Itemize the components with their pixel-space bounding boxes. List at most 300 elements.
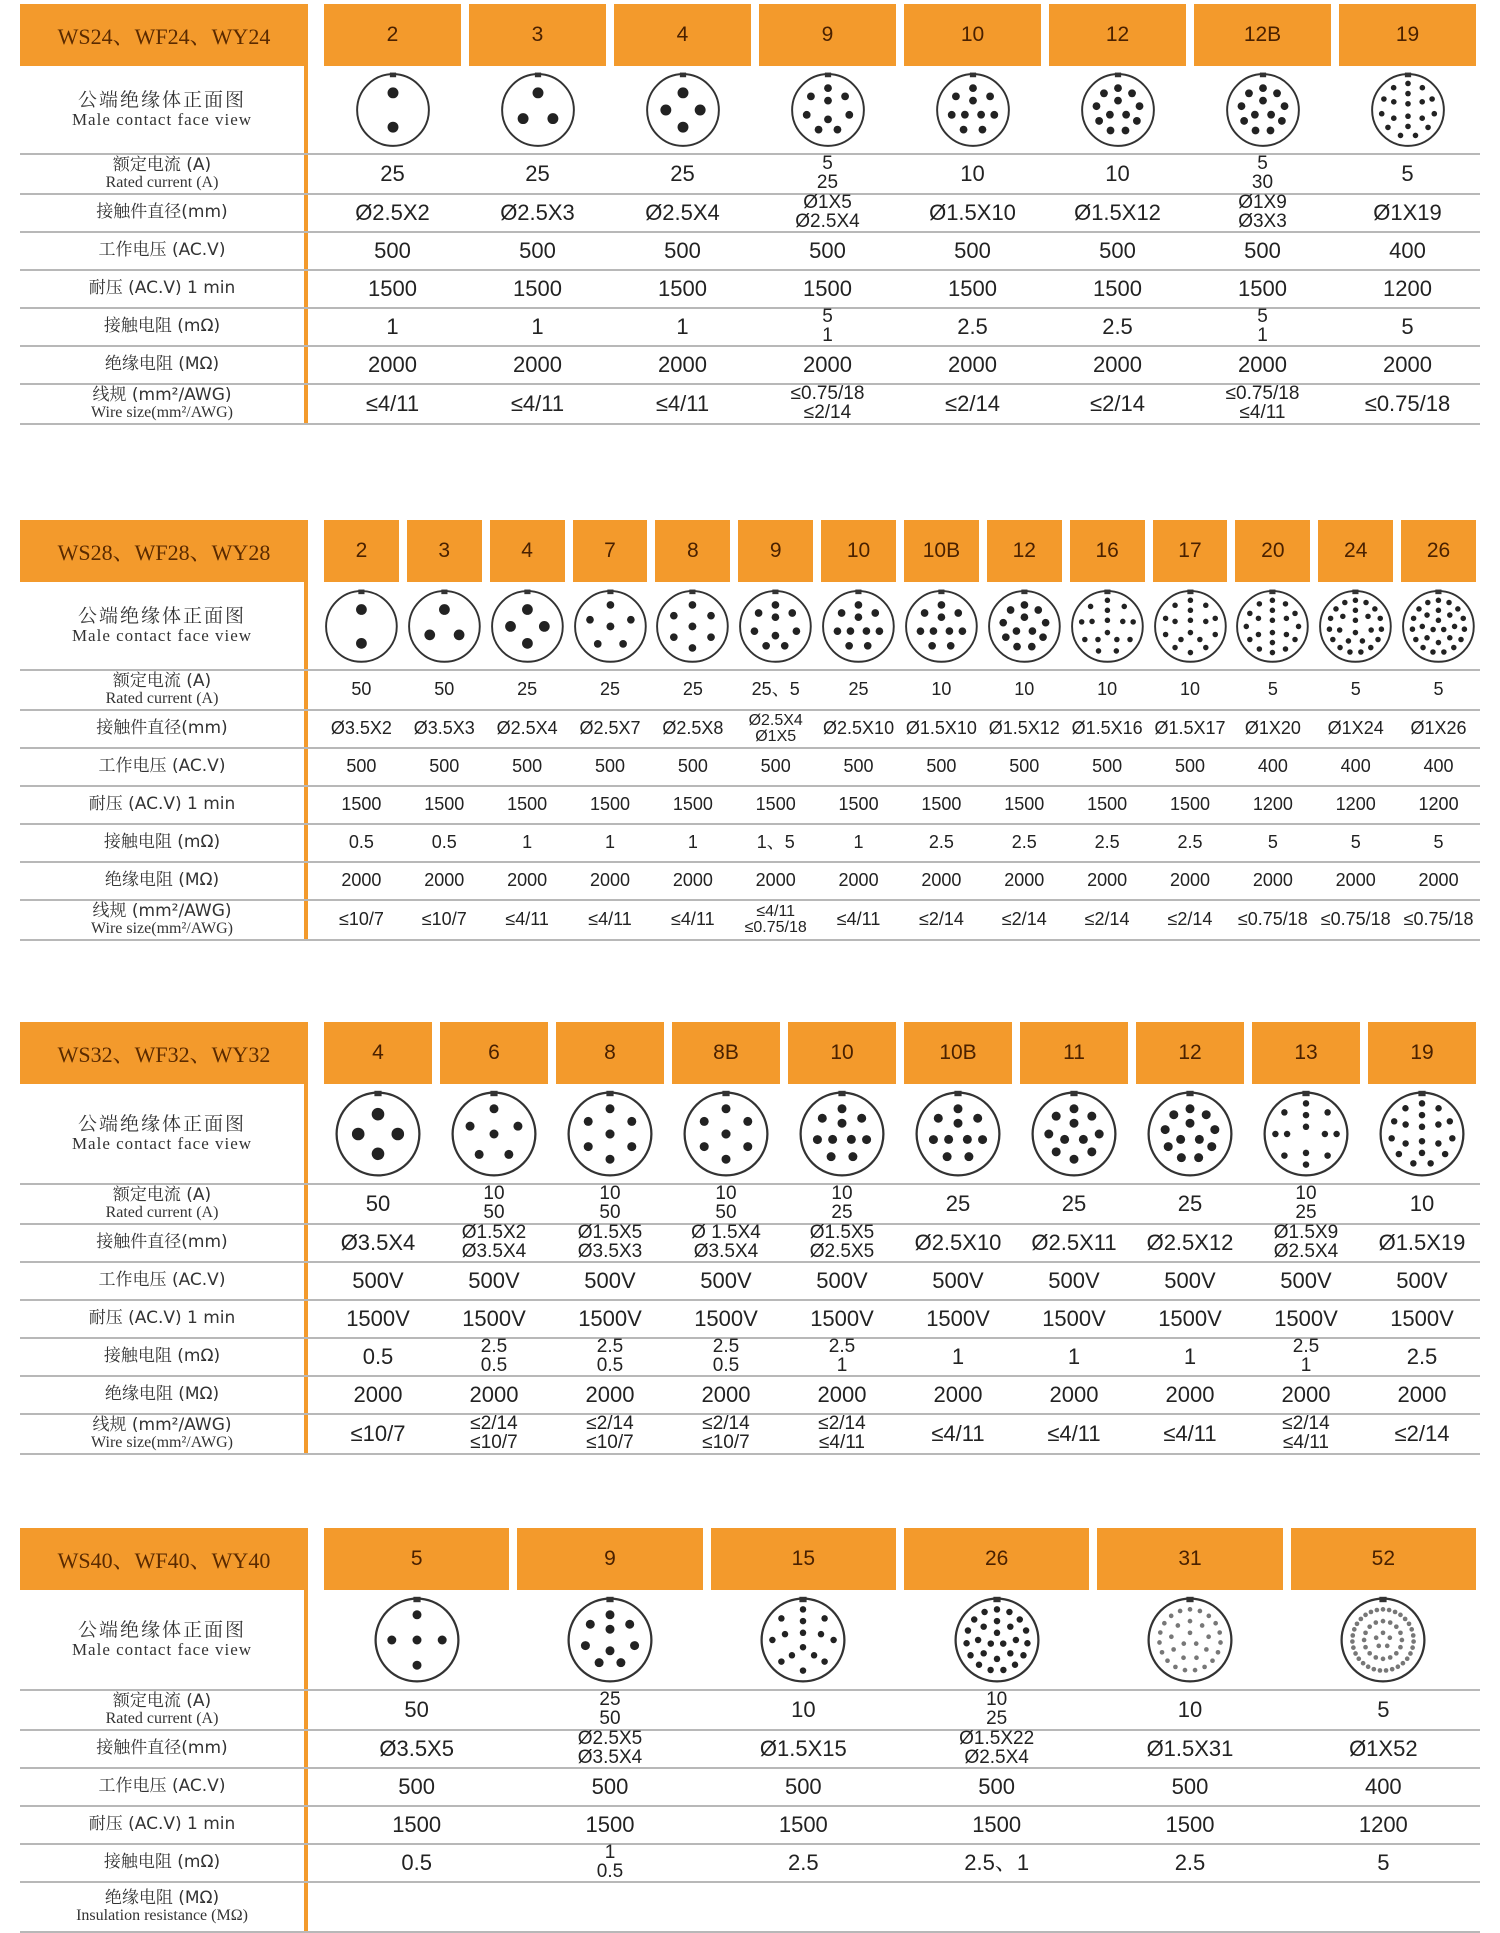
pin-count-header: 4: [614, 4, 751, 66]
rated-current-cell: [1132, 1184, 1248, 1224]
row-label-zh: 额定电流 (A): [112, 670, 212, 691]
cell-value: 0.5: [348, 832, 374, 853]
male-contact-face-icon: [1377, 1089, 1467, 1179]
pin-count-header: 8: [556, 1022, 664, 1084]
contact-resistance-cell: [1231, 824, 1314, 862]
cell-value: 2.5: [1177, 832, 1203, 853]
cell-value: ≤2/14: [586, 1413, 634, 1435]
cell-value: 25: [831, 1202, 853, 1223]
face-view-cell: [320, 1084, 436, 1184]
test-voltage-cell: [651, 786, 734, 824]
cell-value: ≤0.75/18: [1237, 909, 1308, 930]
cell-value: ≤10/7: [350, 1421, 406, 1447]
wire-size-cell: [983, 900, 1066, 940]
cell-value: 2000: [341, 870, 382, 891]
rated-current-cell: [817, 670, 900, 710]
cell-value: 2000: [589, 870, 630, 891]
row-label-zh: 接触电阻 (mΩ): [103, 832, 221, 853]
cell-value: Ø 1.5X4: [691, 1222, 761, 1244]
cell-value: 1: [822, 325, 833, 346]
cell-value: 500: [677, 756, 708, 777]
contact-diameter-cell: [784, 1224, 900, 1262]
face-view-cell: [465, 66, 610, 154]
cell-value: 1500: [948, 276, 997, 302]
cell-value: 500: [429, 756, 460, 777]
cell-value: 500V: [352, 1268, 404, 1294]
row-label-zh: 工作电压 (AC.V): [98, 1270, 226, 1291]
face-view-cell: [1149, 582, 1232, 670]
cell-value: 2000: [921, 870, 962, 891]
cell-value: 50: [434, 679, 455, 700]
row-label-en: Rated current (A): [105, 173, 219, 191]
contact-resistance-cell: [668, 1338, 784, 1376]
cell-value: 500V: [1280, 1268, 1332, 1294]
cell-value: 500: [591, 1774, 629, 1800]
cell-value: Ø2.5X8: [662, 718, 724, 739]
cell-value: 2000: [469, 1382, 519, 1408]
rated-current-cell: [900, 1690, 1093, 1730]
cell-value: 2000: [817, 1382, 867, 1408]
face-view-cell: [817, 582, 900, 670]
male-contact-face-icon: [1338, 1595, 1428, 1685]
cell-value: 2000: [1397, 1382, 1447, 1408]
cell-value: ≤4/11: [365, 391, 420, 417]
cell-value: 2.5: [788, 1850, 819, 1876]
cell-value: 1: [1300, 1355, 1312, 1376]
face-view-cell: [1364, 1084, 1480, 1184]
face-view-cell: [1132, 1084, 1248, 1184]
contact-resistance-cell: [784, 1338, 900, 1376]
wire-size-cell: [1045, 384, 1190, 424]
cell-value: 1500: [424, 794, 465, 815]
pin-count-header: 4: [490, 520, 565, 582]
pin-count-header: 31: [1097, 1528, 1282, 1590]
row-label-en: Wire size(mm²/AWG): [91, 919, 233, 937]
cell-value: 2000: [658, 352, 707, 378]
insulation-resistance-cell: [1016, 1376, 1132, 1414]
cell-value: 400: [1364, 1774, 1402, 1800]
cell-value: Ø3X3: [1238, 211, 1287, 232]
contact-resistance-cell: [1149, 824, 1232, 862]
contact-resistance-cell: [320, 824, 403, 862]
row-label-rated-voltage: [20, 748, 304, 786]
row-label-en: Rated current (A): [105, 689, 219, 707]
wire-size-cell: [436, 1414, 552, 1454]
row-label-insulation-resistance: [20, 862, 304, 900]
rated-voltage-cell: [1066, 748, 1149, 786]
row-label-zh: 接触电阻 (mΩ): [103, 1346, 221, 1367]
test-voltage-cell: [817, 786, 900, 824]
pin-count-header: 10: [788, 1022, 896, 1084]
row-label-wire-size: [20, 900, 304, 940]
row-label-contact-diameter: [20, 1224, 304, 1262]
male-contact-face-icon: [1234, 588, 1311, 665]
cell-value: 500: [519, 238, 556, 264]
face-view-cell: [900, 1084, 1016, 1184]
insulation-resistance-cell: [668, 1376, 784, 1414]
cell-value: 2.5: [596, 1336, 624, 1358]
cell-value: Ø1.5X10: [929, 200, 1016, 226]
rated-voltage-cell: [1149, 748, 1232, 786]
row-label-insulation-resistance: [20, 346, 304, 384]
rated-voltage-cell: [734, 748, 817, 786]
cell-value: Ø3.5X5: [379, 1736, 454, 1762]
cell-value: 0.5: [712, 1355, 740, 1376]
male-contact-face-icon: [1152, 588, 1229, 665]
row-label-test-voltage: [20, 270, 304, 308]
cell-value: 25: [816, 172, 839, 193]
cell-value: 0.5: [596, 1861, 624, 1882]
rated-current-cell: [320, 1690, 513, 1730]
row-label-face-view: [20, 582, 304, 670]
male-contact-face-icon: [489, 588, 566, 665]
cell-value: Ø1X26: [1410, 718, 1467, 739]
contact-diameter-cell: [320, 1730, 513, 1768]
male-contact-face-icon: [1145, 1089, 1235, 1179]
cell-value: Ø3.5X3: [577, 1241, 643, 1262]
cell-value: ≤4/11: [1239, 402, 1286, 423]
cell-value: 2.5: [712, 1336, 740, 1358]
pin-count-header: 4: [324, 1022, 432, 1084]
cell-value: Ø2.5X4: [748, 712, 803, 730]
contact-resistance-cell: [1093, 1844, 1286, 1882]
pin-count-header: 19: [1339, 4, 1476, 66]
cell-value: 25: [1061, 1191, 1087, 1217]
insulation-resistance-cell: [436, 1376, 552, 1414]
male-contact-face-icon: [1400, 588, 1477, 665]
cell-value: 2000: [1252, 870, 1293, 891]
cell-value: 2000: [1383, 352, 1432, 378]
row-label-test-voltage: [20, 1300, 304, 1338]
pin-count-header: 10: [904, 4, 1041, 66]
test-voltage-cell: [1045, 270, 1190, 308]
insulation-resistance-cell: [1397, 862, 1480, 900]
rated-current-cell: [1364, 1184, 1480, 1224]
cell-value: 1500V: [346, 1306, 410, 1332]
cell-value: 500V: [1164, 1268, 1216, 1294]
cell-value: 25: [986, 1708, 1008, 1729]
cell-value: 30: [1251, 172, 1274, 193]
contact-diameter-cell: [486, 710, 569, 748]
test-voltage-cell: [465, 270, 610, 308]
contact-diameter-cell: [1248, 1224, 1364, 1262]
series-name: WS32、WF32、WY32: [20, 1022, 308, 1084]
male-contact-face-icon: [1224, 71, 1302, 149]
cell-value: 2000: [1281, 1382, 1331, 1408]
test-voltage-cell: [320, 1300, 436, 1338]
test-voltage-cell: [900, 1806, 1093, 1844]
contact-resistance-cell: [552, 1338, 668, 1376]
cell-value: 1500: [513, 276, 562, 302]
cell-value: 500V: [932, 1268, 984, 1294]
insulation-resistance-cell: [320, 346, 465, 384]
pin-count-header: 17: [1153, 520, 1228, 582]
test-voltage-cell: [1248, 1300, 1364, 1338]
contact-resistance-cell: [900, 308, 1045, 346]
face-view-cell: [900, 66, 1045, 154]
cell-value: 1500: [1169, 794, 1210, 815]
rated-current-cell: [569, 670, 652, 710]
test-voltage-cell: [784, 1300, 900, 1338]
male-contact-face-icon: [1029, 1089, 1119, 1179]
rated-voltage-cell: [755, 232, 900, 270]
wire-size-cell: [1364, 1414, 1480, 1454]
cell-value: 2000: [424, 870, 465, 891]
cell-value: 2000: [1418, 870, 1459, 891]
contact-resistance-cell: [320, 1338, 436, 1376]
rated-voltage-cell: [668, 1262, 784, 1300]
row-label-insulation-resistance: [20, 1376, 304, 1414]
male-contact-face-icon: [1261, 1089, 1351, 1179]
series-name: WS24、WF24、WY24: [20, 4, 308, 66]
test-voltage-cell: [552, 1300, 668, 1338]
cell-value: 1、5: [756, 832, 795, 853]
row-label-rated-voltage: [20, 1262, 304, 1300]
cell-value: 50: [483, 1202, 505, 1223]
row-label-zh: 绝缘电阻 (MΩ): [104, 354, 220, 375]
contact-resistance-cell: [734, 824, 817, 862]
row-label-en: Male contact face view: [71, 110, 253, 130]
male-contact-face-icon: [406, 588, 483, 665]
row-divider: [20, 939, 1480, 941]
cell-value: Ø1.5X12: [988, 718, 1060, 739]
cell-value: 2000: [701, 1382, 751, 1408]
rated-current-cell: [610, 154, 755, 194]
cell-value: 5: [822, 306, 833, 328]
male-contact-face-icon: [565, 1595, 655, 1685]
face-view-cell: [900, 582, 983, 670]
pin-count-header: 8: [655, 520, 730, 582]
male-contact-face-icon: [934, 71, 1012, 149]
cell-value: ≤4/11: [1283, 1432, 1329, 1453]
cell-value: Ø1.5X12: [1074, 200, 1161, 226]
wire-size-cell: [486, 900, 569, 940]
cell-value: 5: [1267, 679, 1278, 700]
cell-value: 50: [365, 1191, 391, 1217]
rated-current-cell: [900, 154, 1045, 194]
insulation-resistance-cell: [1231, 862, 1314, 900]
contact-diameter-cell: [1149, 710, 1232, 748]
series-header-row: [20, 1022, 1480, 1084]
face-view-cell: [1045, 66, 1190, 154]
cell-value: ≤4/11: [931, 1421, 985, 1447]
cell-value: Ø2.5X4: [496, 718, 558, 739]
test-voltage-cell: [1397, 786, 1480, 824]
cell-value: ≤0.75/18: [1364, 391, 1451, 417]
rated-current-cell: [1093, 1690, 1286, 1730]
insulation-resistance-cell: [486, 862, 569, 900]
face-view-cell: [1093, 1590, 1286, 1690]
contact-diameter-cell: [1093, 1730, 1286, 1768]
rated-current-cell: [486, 670, 569, 710]
test-voltage-cell: [900, 786, 983, 824]
cell-value: Ø2.5X10: [823, 718, 895, 739]
cell-value: Ø1X24: [1327, 718, 1384, 739]
pin-count-header: 10B: [904, 1022, 1012, 1084]
cell-value: 1: [1067, 1344, 1081, 1370]
cell-value: 5: [1267, 832, 1278, 853]
pin-count-header: 12: [1136, 1022, 1244, 1084]
cell-value: 1500: [392, 1812, 442, 1838]
cell-value: 25: [682, 679, 703, 700]
cell-value: 10: [986, 1689, 1008, 1711]
rated-current-cell: [1287, 1690, 1480, 1730]
wire-size-cell: [1016, 1414, 1132, 1454]
cell-value: Ø1X9: [1238, 192, 1287, 214]
cell-value: ≤0.75/18: [790, 383, 865, 405]
cell-value: 10: [483, 1183, 505, 1205]
cell-value: Ø1X19: [1373, 200, 1442, 226]
cell-value: 1: [531, 314, 544, 340]
wire-size-cell: [900, 384, 1045, 424]
rated-current-cell: [465, 154, 610, 194]
contact-diameter-cell: [320, 1224, 436, 1262]
cell-value: ≤2/14: [1394, 1421, 1450, 1447]
wire-size-cell: [320, 1414, 436, 1454]
cell-value: Ø1.5X5: [809, 1222, 875, 1244]
series-name: WS40、WF40、WY40: [20, 1528, 308, 1590]
row-divider: [20, 423, 1480, 425]
cell-value: Ø1X5: [803, 192, 852, 214]
cell-value: 1: [687, 832, 698, 853]
cell-value: 500V: [700, 1268, 752, 1294]
cell-value: 1: [604, 832, 615, 853]
face-view-cell: [486, 582, 569, 670]
row-label-zh: 耐压 (AC.V) 1 min: [88, 1308, 236, 1329]
contact-resistance-cell: [755, 308, 900, 346]
row-label-zh: 耐压 (AC.V) 1 min: [88, 278, 236, 299]
contact-resistance-cell: [320, 308, 465, 346]
face-view-cell: [552, 1084, 668, 1184]
cell-value: 1500V: [1390, 1306, 1454, 1332]
male-contact-face-icon: [789, 71, 867, 149]
contact-resistance-cell: [486, 824, 569, 862]
contact-diameter-cell: [1397, 710, 1480, 748]
pin-count-header: 3: [469, 4, 606, 66]
row-label-zh: 额定电流 (A): [112, 1690, 212, 1711]
cell-value: 500: [346, 756, 377, 777]
cell-value: 1500: [1165, 1812, 1215, 1838]
rated-current-cell: [900, 670, 983, 710]
contact-resistance-cell: [1016, 1338, 1132, 1376]
male-contact-face-icon: [820, 588, 897, 665]
cell-value: 5: [1433, 679, 1444, 700]
wire-size-cell: [610, 384, 755, 424]
face-view-cell: [569, 582, 652, 670]
cell-value: Ø2.5X5: [577, 1728, 643, 1750]
contact-diameter-cell: [983, 710, 1066, 748]
rated-current-cell: [1231, 670, 1314, 710]
cell-value: ≤4/11: [655, 391, 710, 417]
rated-current-cell: [1016, 1184, 1132, 1224]
contact-resistance-cell: [569, 824, 652, 862]
cell-value: ≤0.75/18: [744, 919, 807, 936]
row-label-rated-voltage: [20, 1768, 304, 1806]
cell-value: 2000: [672, 870, 713, 891]
contact-diameter-cell: [817, 710, 900, 748]
wire-size-cell: [651, 900, 734, 940]
cell-value: 500V: [1048, 1268, 1100, 1294]
wire-size-cell: [320, 900, 403, 940]
row-label-zh: 耐压 (AC.V) 1 min: [88, 1814, 236, 1835]
rated-voltage-cell: [900, 748, 983, 786]
rated-voltage-cell: [900, 1262, 1016, 1300]
rated-current-cell: [403, 670, 486, 710]
wire-size-cell: [817, 900, 900, 940]
row-label-test-voltage: [20, 1806, 304, 1844]
cell-value: 2.5: [928, 832, 954, 853]
contact-diameter-cell: [900, 710, 983, 748]
wire-size-cell: [1397, 900, 1480, 940]
cell-value: ≤4/11: [510, 391, 565, 417]
cell-value: 1500V: [694, 1306, 758, 1332]
rated-voltage-cell: [320, 232, 465, 270]
cell-value: 400: [1423, 756, 1454, 777]
cell-value: 2000: [1093, 352, 1142, 378]
row-label-contact-diameter: [20, 710, 304, 748]
insulation-resistance-cell: [900, 346, 1045, 384]
row-label-zh: 额定电流 (A): [112, 1184, 212, 1205]
male-contact-face-icon: [758, 1595, 848, 1685]
row-label-zh: 公端绝缘体正面图: [77, 1619, 246, 1642]
cell-value: Ø2.5X11: [1031, 1230, 1117, 1256]
test-voltage-cell: [983, 786, 1066, 824]
series-section: [20, 1528, 1480, 1932]
contact-diameter-cell: [1287, 1730, 1480, 1768]
wire-size-cell: [900, 900, 983, 940]
cell-value: ≤2/14: [945, 391, 1000, 417]
rated-current-cell: [983, 670, 1066, 710]
rated-current-cell: [513, 1690, 706, 1730]
test-voltage-cell: [320, 270, 465, 308]
cell-value: Ø1.5X9: [1273, 1222, 1339, 1244]
rated-current-cell: [900, 1184, 1016, 1224]
rated-current-cell: [755, 154, 900, 194]
row-label-zh: 接触件直径(mm): [96, 718, 228, 739]
rated-current-cell: [651, 670, 734, 710]
contact-diameter-cell: [610, 194, 755, 232]
pin-count-header: 11: [1020, 1022, 1128, 1084]
cell-value: ≤2/14: [818, 1413, 866, 1435]
series-header-row: [20, 520, 1480, 582]
male-contact-face-icon: [903, 588, 980, 665]
face-view-cell: [668, 1084, 784, 1184]
face-view-cell: [1248, 1084, 1364, 1184]
cell-value: 2000: [1335, 870, 1376, 891]
wire-size-cell: [784, 1414, 900, 1454]
insulation-resistance-cell: [1045, 346, 1190, 384]
pin-count-header: 6: [440, 1022, 548, 1084]
cell-value: Ø2.5X4: [964, 1747, 1029, 1768]
pin-count-header: 2: [324, 520, 399, 582]
cell-value: 1: [1183, 1344, 1197, 1370]
pin-count-header: 2: [324, 4, 461, 66]
cell-value: 500: [1171, 1774, 1209, 1800]
cell-value: ≤10/7: [586, 1432, 634, 1453]
rated-current-cell: [320, 670, 403, 710]
cell-value: 1500V: [1158, 1306, 1222, 1332]
cell-value: 2000: [1238, 352, 1287, 378]
insulation-resistance-cell: [1066, 862, 1149, 900]
face-view-cell: [1335, 66, 1480, 154]
wire-size-cell: [1190, 384, 1335, 424]
cell-value: 2.5: [957, 314, 988, 340]
face-view-cell: [320, 66, 465, 154]
wire-size-cell: [900, 1414, 1016, 1454]
cell-value: 1500: [368, 276, 417, 302]
face-view-cell: [707, 1590, 900, 1690]
test-voltage-cell: [436, 1300, 552, 1338]
